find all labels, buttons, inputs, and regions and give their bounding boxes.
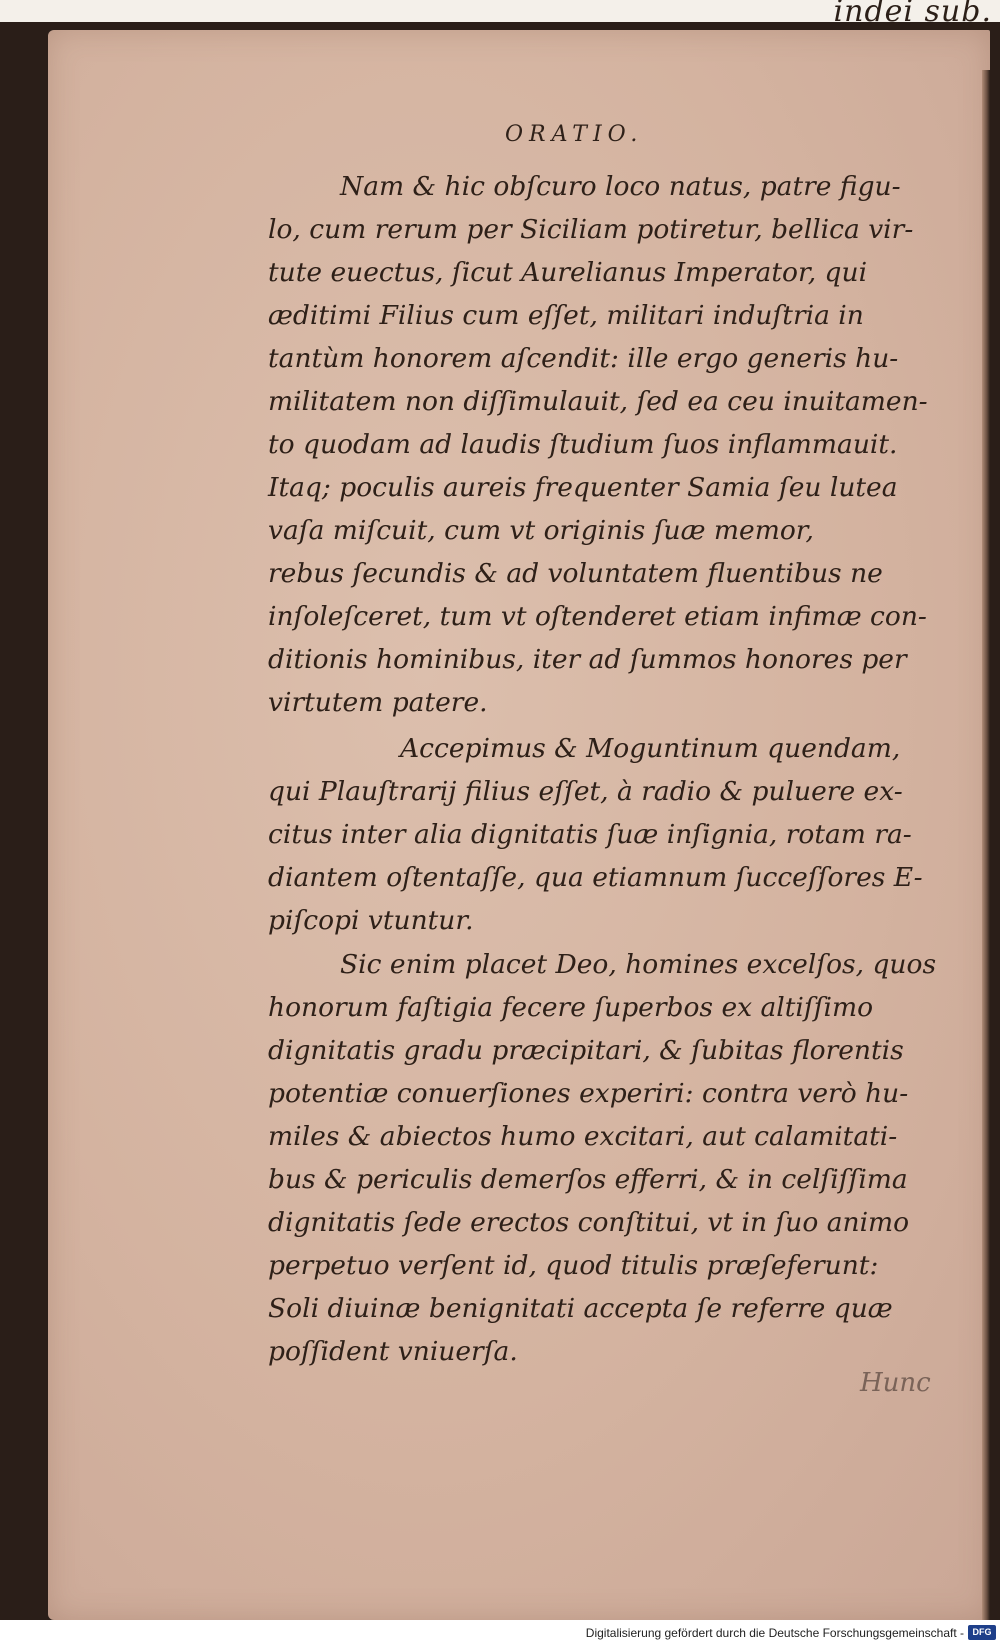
text-line: Accepimus & Moguntinum quendam,	[400, 733, 901, 764]
text-line: lo, cum rerum per Siciliam potiretur, bellica vir-	[268, 214, 914, 245]
text-line: vaſa miſcuit, cum vt originis ſuæ memor,	[268, 515, 814, 546]
text-line: dignitatis gradu præcipitari, & ſubitas florentis	[268, 1035, 904, 1066]
paragraph-3	[268, 943, 937, 1373]
dfg-logo-icon: DFG	[968, 1625, 996, 1640]
paragraph-1	[268, 165, 928, 724]
text-line: ditionis hominibus, iter ad ſummos honores per	[268, 644, 907, 675]
text-line: militatem non diſſimulauit, ſed ea ceu inuitamen-	[268, 386, 928, 417]
catchword: Hunc	[860, 1368, 931, 1398]
running-header: ORATIO.	[505, 122, 644, 147]
text-line: Nam & hic obſcuro loco natus, patre figu-	[340, 171, 901, 202]
text-line: dignitatis ſede erectos conſtitui, vt in ſuo animo	[268, 1207, 910, 1238]
text-line: tantùm honorem aſcendit: ille ergo generis hu-	[268, 343, 899, 374]
text-line: miles & abiectos humo excitari, aut calamitati-	[268, 1121, 898, 1152]
footer-bar	[0, 1620, 1000, 1646]
text-line: perpetuo verſent id, quod titulis præſeferunt:	[268, 1250, 879, 1281]
text-line: diantem oſtentaſſe, qua etiamnum ſucceſſores E-	[268, 862, 923, 893]
text-line: honorum faſtigia fecere ſuperbos ex altiſſimo	[268, 992, 874, 1023]
text-line: rebus ſecundis & ad voluntatem fluentibus ne	[268, 558, 883, 589]
funding-notice: Digitalisierung gefördert durch die Deutsche Forschungsgemeinschaft -	[585, 1626, 964, 1640]
text-line: virtutem patere.	[268, 687, 488, 718]
text-line: qui Plauſtrarij filius eſſet, à radio & puluere ex-	[268, 776, 903, 807]
text-line: citus inter alia dignitatis ſuæ inſignia, rotam ra-	[268, 819, 912, 850]
text-line: æditimi Filius cum eſſet, militari induſtria in	[268, 300, 864, 331]
adjacent-page-strip	[0, 0, 1000, 29]
text-line: bus & periculis demerſos efferri, & in celſiſſima	[268, 1164, 908, 1195]
paragraph-2	[268, 727, 928, 942]
text-line: to quodam ad laudis ſtudium ſuos inflammauit.	[268, 429, 898, 460]
text-line: piſcopi vtuntur.	[268, 905, 474, 936]
text-line: Soli diuinæ benignitati accepta ſe referre quæ	[268, 1293, 893, 1324]
text-line: Itaq; poculis aureis frequenter Samia ſeu lutea	[268, 472, 898, 503]
text-line: tute euectus, ſicut Aurelianus Imperator, qui	[268, 257, 868, 288]
text-line: poſſident vniuerſa.	[268, 1336, 518, 1367]
adjacent-page-text: indei sub.	[833, 0, 992, 29]
text-line: potentiæ conuerſiones experiri: contra verò hu-	[268, 1078, 909, 1109]
text-line: Sic enim placet Deo, homines excelſos, quos	[340, 949, 937, 980]
page-edge	[982, 70, 990, 1620]
text-line: inſoleſceret, tum vt oſtenderet etiam infimæ con-	[268, 601, 927, 632]
